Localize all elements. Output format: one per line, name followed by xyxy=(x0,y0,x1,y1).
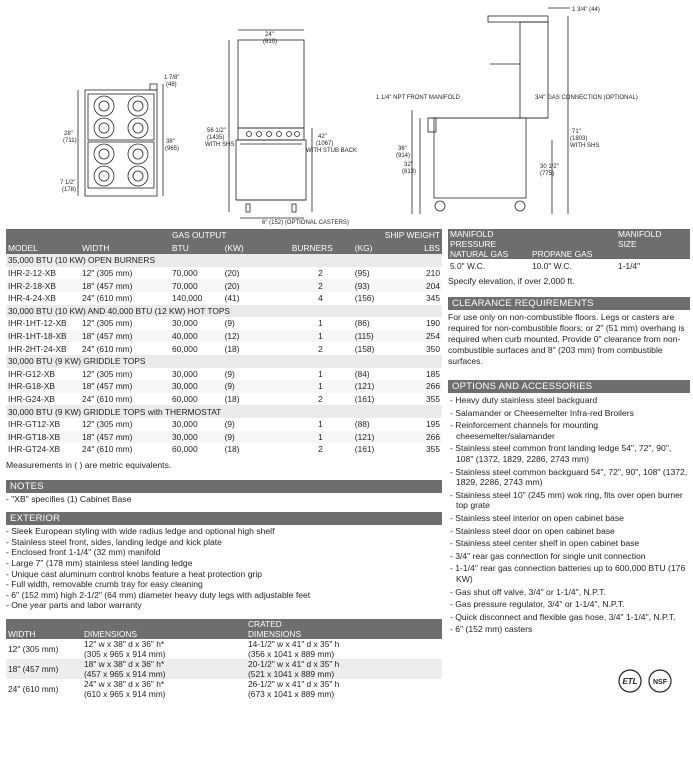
kg-cell: (84) xyxy=(354,368,370,379)
dim-width-cell: 12" (305 mm) xyxy=(8,644,59,655)
spec-group-title xyxy=(6,254,442,267)
exterior-list xyxy=(6,526,442,611)
elevation-note: Specify elevation, if over 2,000 ft. xyxy=(448,276,575,286)
kw-cell: (20) xyxy=(224,268,240,279)
btu-cell: 70,000 xyxy=(172,268,198,279)
dim-label: 38" xyxy=(166,139,175,145)
model-cell: IHR-GT24-XB xyxy=(8,444,61,455)
burners-cell: 2 xyxy=(318,343,323,354)
burners-cell: 1 xyxy=(258,330,353,343)
kw-cell: (12) xyxy=(223,330,258,343)
btu-cell: 30,000 xyxy=(170,431,223,444)
options-section xyxy=(448,380,690,635)
natural-gas-value: 5.0" W.C. xyxy=(450,261,486,271)
lbs-cell: 195 xyxy=(426,419,440,430)
kw-cell: (9) xyxy=(223,380,258,393)
dim-label: 6" (152) (OPTIONAL CASTERS) xyxy=(262,220,349,226)
spec-row xyxy=(6,279,442,292)
dim-label: 56 1/2" xyxy=(207,128,226,134)
crated-value: (673 x 1041 x 889 mm) xyxy=(248,689,335,700)
spec-row xyxy=(6,431,442,444)
btu-cell: 30,000 xyxy=(172,368,198,379)
dim-crated-cell xyxy=(246,679,442,699)
front-view-drawing xyxy=(229,30,312,218)
width-cell: 18" (457 mm) xyxy=(80,380,170,393)
model-cell: IHR-G18-XB xyxy=(6,380,80,393)
right-column xyxy=(448,229,690,686)
spec-header-row-1 xyxy=(6,229,442,242)
kg-cell: (95) xyxy=(354,268,370,279)
btu-cell: 60,000 xyxy=(172,444,198,455)
option-item: - Stainless steel interior on open cabinet base xyxy=(450,512,624,523)
dim-label: 24" xyxy=(265,32,274,38)
width-cell: 12" (305 mm) xyxy=(82,419,133,430)
lbs-cell: 185 xyxy=(426,368,440,379)
lbs-cell: 345 xyxy=(426,293,440,304)
clearance-text: For use only on non-combustible floors. Legs or casters are required for non-combustible floors; or 2" (51 mm) overhang is required when curb mounted. Provide 0" clearance from non-combustible surfaces and 8" (203 mm) from combustible surfaces. xyxy=(448,312,685,366)
kg-cell: (121) xyxy=(353,380,401,393)
dim-label: WITH SHS xyxy=(570,143,600,149)
burners-cell: 2 xyxy=(258,279,353,292)
options-title: OPTIONS AND ACCESSORIES xyxy=(448,380,690,393)
top-view-drawing xyxy=(78,84,163,196)
dim-label: 71" xyxy=(572,129,581,135)
width-cell: 18" (457 mm) xyxy=(80,279,170,292)
metric-note: Measurements in ( ) are metric equivalents. xyxy=(6,459,172,470)
dim-label: WITH STUB BACK xyxy=(306,148,358,154)
kw-cell: (9) xyxy=(223,431,258,444)
width-cell: 24" (610 mm) xyxy=(82,394,133,405)
spec-group-label: 30,000 BTU (10 KW) AND 40,000 BTU (12 KW) HOT TOPS xyxy=(6,305,442,318)
model-cell: IHR-2HT-24-XB xyxy=(8,343,67,354)
note-item: - "XB" specifies (1) Cabinet Base xyxy=(6,493,132,504)
dimensions-row xyxy=(6,679,442,699)
exterior-section xyxy=(6,512,442,611)
spec-group-title xyxy=(6,355,442,368)
dim-value: 24" w x 38" d x 36" h* xyxy=(84,679,165,690)
dim-label: (711) xyxy=(63,138,77,144)
dim-label: (965) xyxy=(165,146,180,152)
crated-value: (521 x 1041 x 889 mm) xyxy=(248,669,335,680)
width-cell: 18" (457 mm) xyxy=(80,330,170,343)
exterior-item: - 6" (152 mm) high 2-1/2" (64 mm) diameter heavy duty legs with adjustable feet xyxy=(6,589,311,600)
exterior-item: - Large 7" (178 mm) stainless steel landing ledge xyxy=(6,558,193,569)
option-item: - Quick disconnect and flexible gas hose, 3/4" 1-1/4", N.P.T. xyxy=(450,611,676,622)
model-cell: IHR-1HT-12-XB xyxy=(8,318,67,329)
option-item: - Stainless steel common backguard 54", 72", 90", 108" (1372, 1829, 2286, 2743 mm) xyxy=(450,466,688,488)
exterior-item: - Enclosed front 1-1/4" (32 mm) manifold xyxy=(6,547,161,558)
kw-header: (KW) xyxy=(224,242,244,253)
manifold-header xyxy=(448,229,690,259)
spec-row xyxy=(6,393,442,406)
clearance-title: CLEARANCE REQUIREMENTS xyxy=(448,297,690,310)
burners-cell: 2 xyxy=(318,444,323,455)
dimensions-row xyxy=(6,639,442,659)
lbs-cell: 266 xyxy=(401,431,442,444)
spec-table xyxy=(6,229,442,456)
model-cell: IHR-GT12-XB xyxy=(8,419,61,430)
lbs-cell: 355 xyxy=(426,444,440,455)
dimensions-header xyxy=(6,619,442,639)
spec-section xyxy=(6,229,442,699)
option-item: - Stainless steel door on open cabinet base xyxy=(450,525,615,536)
lbs-cell: 355 xyxy=(426,394,440,405)
dim-label: 30 1/2" xyxy=(540,164,559,170)
option-item: - Stainless steel common front landing ledge 54", 72", 90", 108" (1372, 1829, 2286, 2743 mm) xyxy=(450,443,672,464)
dim-dimensions-cell xyxy=(82,659,246,679)
kg-header: (KG) xyxy=(354,242,373,253)
kg-cell: (88) xyxy=(354,419,370,430)
kg-cell: (161) xyxy=(354,444,375,455)
kg-cell: (161) xyxy=(354,394,375,405)
model-cell: IHR-G12-XB xyxy=(8,368,56,379)
kg-cell: (121) xyxy=(353,431,401,444)
certification-logos xyxy=(618,669,672,693)
manifold-values-row xyxy=(448,259,690,271)
dim-label: (1435) xyxy=(207,135,225,141)
burners-cell: 1 xyxy=(318,318,323,329)
clearance-section xyxy=(448,297,690,367)
spec-header-row-2 xyxy=(6,242,442,255)
dim-label: WITH SHS xyxy=(205,142,235,148)
lbs-header: LBS xyxy=(424,242,440,253)
dim-label: 1 1/4" NPT FRONT MANIFOLD xyxy=(376,95,460,101)
exterior-item: - One year parts and labor warranty xyxy=(6,600,142,611)
ship-weight-header: SHIP WEIGHT xyxy=(384,230,440,241)
manifold-size-value: 1-1/4" xyxy=(618,261,641,271)
spec-group-label: 30,000 BTU (9 KW) GRIDDLE TOPS with THERMOSTAT xyxy=(6,405,442,418)
kw-cell: (41) xyxy=(224,293,240,304)
dim-label: (178) xyxy=(62,187,77,193)
dim-label: 1 7/8" xyxy=(164,75,180,81)
svg-text:NSF: NSF xyxy=(653,679,667,686)
model-cell: IHR-1HT-18-XB xyxy=(6,330,80,343)
spec-group-title xyxy=(6,305,442,318)
dim-crated-header: CRATED DIMENSIONS xyxy=(248,619,302,640)
dim-dimensions-cell xyxy=(82,679,246,699)
natural-gas-header: MANIFOLD PRESSURE NATURAL GAS xyxy=(450,229,509,259)
dimensions-table xyxy=(6,619,442,699)
option-item: - 6" (152 mm) casters xyxy=(450,624,533,635)
dim-label: 7 1/2" xyxy=(60,180,76,186)
propane-gas-header: PROPANE GAS xyxy=(532,249,593,259)
burners-cell: 2 xyxy=(318,268,323,279)
btu-cell: 40,000 xyxy=(170,330,223,343)
dim-value: (610 x 965 x 914 mm) xyxy=(84,689,166,700)
manifold-size-header: MANIFOLD SIZE xyxy=(618,229,662,249)
lbs-cell: 204 xyxy=(401,279,442,292)
dim-label: 28" xyxy=(64,131,73,137)
lbs-cell: 190 xyxy=(426,318,440,329)
option-item: - Gas shut off valve, 3/4" or 1-1/4", N.P.T. xyxy=(450,586,606,597)
dim-label: 32" xyxy=(404,162,413,168)
burners-cell: 1 xyxy=(258,380,353,393)
dim-value: (457 x 965 x 914 mm) xyxy=(84,669,166,680)
notes-title: NOTES xyxy=(6,480,442,493)
width-header: WIDTH xyxy=(82,242,110,253)
option-item: - 1-1/4" rear gas connection batteries up to 600,000 BTU (176 KW) xyxy=(450,563,686,584)
burners-cell: 2 xyxy=(318,394,323,405)
crated-value: (356 x 1041 x 889 mm) xyxy=(248,649,335,660)
dim-value: 12" w x 38" d x 36" h* xyxy=(84,639,165,650)
lbs-cell: 350 xyxy=(426,343,440,354)
spec-row xyxy=(6,368,442,381)
dim-label: (48) xyxy=(166,82,177,88)
width-cell: 18" (457 mm) xyxy=(80,431,170,444)
spec-row xyxy=(6,443,442,456)
dim-value: 18" w x 38" d x 36" h* xyxy=(84,659,165,670)
spec-group-label: 35,000 BTU (10 KW) OPEN BURNERS xyxy=(6,254,442,267)
model-cell: IHR-G24-XB xyxy=(8,394,56,405)
kg-cell: (115) xyxy=(353,330,401,343)
option-item: - Stainless steel center shelf in open cabinet base xyxy=(450,538,640,549)
spec-group-label: 30,000 BTU (9 KW) GRIDDLE TOPS xyxy=(6,355,442,368)
burners-cell: 4 xyxy=(318,293,323,304)
width-cell: 24" (610 mm) xyxy=(82,343,133,354)
dimensions-row xyxy=(6,659,442,679)
options-list xyxy=(448,395,690,635)
kg-cell: (158) xyxy=(354,343,375,354)
spec-row xyxy=(6,292,442,305)
exterior-title: EXTERIOR xyxy=(6,512,442,525)
burners-header: BURNERS xyxy=(291,242,333,253)
nsf-logo-icon xyxy=(648,669,672,693)
kg-cell: (93) xyxy=(353,279,401,292)
kw-cell: (18) xyxy=(224,394,240,405)
option-item: - 3/4" rear gas connection for single unit connection xyxy=(450,550,646,561)
spec-group-title xyxy=(6,405,442,418)
option-item: - Gas pressure regulator, 3/4" or 1-1/4", N.P.T. xyxy=(450,599,625,610)
dim-body xyxy=(6,639,442,699)
spec-row xyxy=(6,418,442,431)
kw-cell: (18) xyxy=(224,343,240,354)
dim-label: 42" xyxy=(318,134,327,140)
dim-crated-cell xyxy=(246,639,442,659)
width-cell: 12" (305 mm) xyxy=(82,318,133,329)
btu-cell: 30,000 xyxy=(170,380,223,393)
model-cell: IHR-2-18-XB xyxy=(6,279,80,292)
kg-cell: (156) xyxy=(354,293,375,304)
spec-row xyxy=(6,330,442,343)
kw-cell: (20) xyxy=(223,279,258,292)
width-cell: 12" (305 mm) xyxy=(82,368,133,379)
dim-label: 3/4" GAS CONNECTION (OPTIONAL) xyxy=(535,95,638,101)
option-item: - Reinforcement channels for mounting cheesemelter/salamander xyxy=(450,420,599,441)
exterior-item: - Unique cast aluminum control knobs feature a heat protection grip xyxy=(6,568,263,579)
lbs-cell: 266 xyxy=(401,380,442,393)
btu-cell: 70,000 xyxy=(170,279,223,292)
dim-dimensions-header: DIMENSIONS xyxy=(84,629,138,640)
side-view-drawing xyxy=(412,8,570,214)
option-item: - Salamander or Cheesemelter Infra-red Broilers xyxy=(450,407,634,418)
btu-cell: 140,000 xyxy=(172,293,203,304)
spec-row xyxy=(6,267,442,280)
width-cell: 12" (305 mm) xyxy=(82,268,133,279)
burners-cell: 1 xyxy=(258,431,353,444)
crated-value: 26-1/2" w x 41" d x 35" h xyxy=(248,679,340,690)
option-item: - Heavy duty stainless steel backguard xyxy=(450,395,598,405)
propane-gas-value: 10.0" W.C. xyxy=(532,261,572,271)
lbs-cell: 210 xyxy=(426,268,440,279)
lbs-cell: 254 xyxy=(401,330,442,343)
dim-label: (1803) xyxy=(570,136,588,142)
svg-text:ETL: ETL xyxy=(622,677,638,686)
notes-list xyxy=(6,494,442,505)
spec-body xyxy=(6,254,442,456)
dim-crated-cell xyxy=(246,659,442,679)
burners-cell: 1 xyxy=(318,419,323,430)
dim-label: (775) xyxy=(540,171,555,177)
notes-section xyxy=(6,480,442,505)
dim-width-cell: 24" (610 mm) xyxy=(8,684,59,695)
btu-cell: 30,000 xyxy=(172,318,198,329)
dim-label: 1 3/4" (44) xyxy=(572,7,600,13)
crated-value: 20-1/2" w x 41" d x 35" h xyxy=(248,659,340,670)
dim-width-cell: 18" (457 mm) xyxy=(6,659,82,679)
kw-cell: (9) xyxy=(224,419,235,430)
exterior-item: - Stainless steel front, sides, landing ledge and kick plate xyxy=(6,536,222,547)
dim-label: (1067) xyxy=(316,141,334,147)
burners-cell: 1 xyxy=(318,368,323,379)
technical-drawings xyxy=(0,0,693,228)
manifold-table xyxy=(448,229,690,271)
model-cell: IHR-2-12-XB xyxy=(8,268,56,279)
btu-header: BTU xyxy=(172,242,189,253)
btu-cell: 60,000 xyxy=(172,394,198,405)
etl-logo-icon xyxy=(618,669,642,693)
btu-cell: 60,000 xyxy=(172,343,198,354)
spec-row xyxy=(6,342,442,355)
kw-cell: (9) xyxy=(224,318,235,329)
option-item: - Stainless steel 10" (245 mm) wok ring, fits over open burner top grate xyxy=(450,489,683,511)
exterior-item: - Sleek European styling with wide radius ledge and optional high shelf xyxy=(6,526,275,537)
dim-value: (305 x 965 x 914 mm) xyxy=(84,649,166,660)
spec-row xyxy=(6,380,442,393)
kg-cell: (86) xyxy=(354,318,370,329)
dim-label: 36" xyxy=(398,146,407,152)
gas-output-header: GAS OUTPUT xyxy=(172,230,227,241)
kw-cell: (18) xyxy=(224,444,240,455)
btu-cell: 30,000 xyxy=(172,419,198,430)
width-cell: 24" (610 mm) xyxy=(82,293,133,304)
dim-label: (914) xyxy=(396,153,411,159)
model-cell: IHR-GT18-XB xyxy=(6,431,80,444)
dim-label: (610) xyxy=(263,39,278,45)
dim-label: (813) xyxy=(402,169,417,175)
model-header: MODEL xyxy=(8,242,38,253)
dim-dimensions-cell xyxy=(82,639,246,659)
crated-value: 14-1/2" w x 41" d x 35" h xyxy=(248,639,340,650)
drawings-svg xyxy=(0,0,693,228)
dim-width-header: WIDTH xyxy=(8,629,36,640)
model-cell: IHR-4-24-XB xyxy=(8,293,56,304)
exterior-item: - Full width, removable crumb tray for easy cleaning xyxy=(6,579,203,590)
spec-row xyxy=(6,317,442,330)
width-cell: 24" (610 mm) xyxy=(82,444,133,455)
kw-cell: (9) xyxy=(224,368,235,379)
